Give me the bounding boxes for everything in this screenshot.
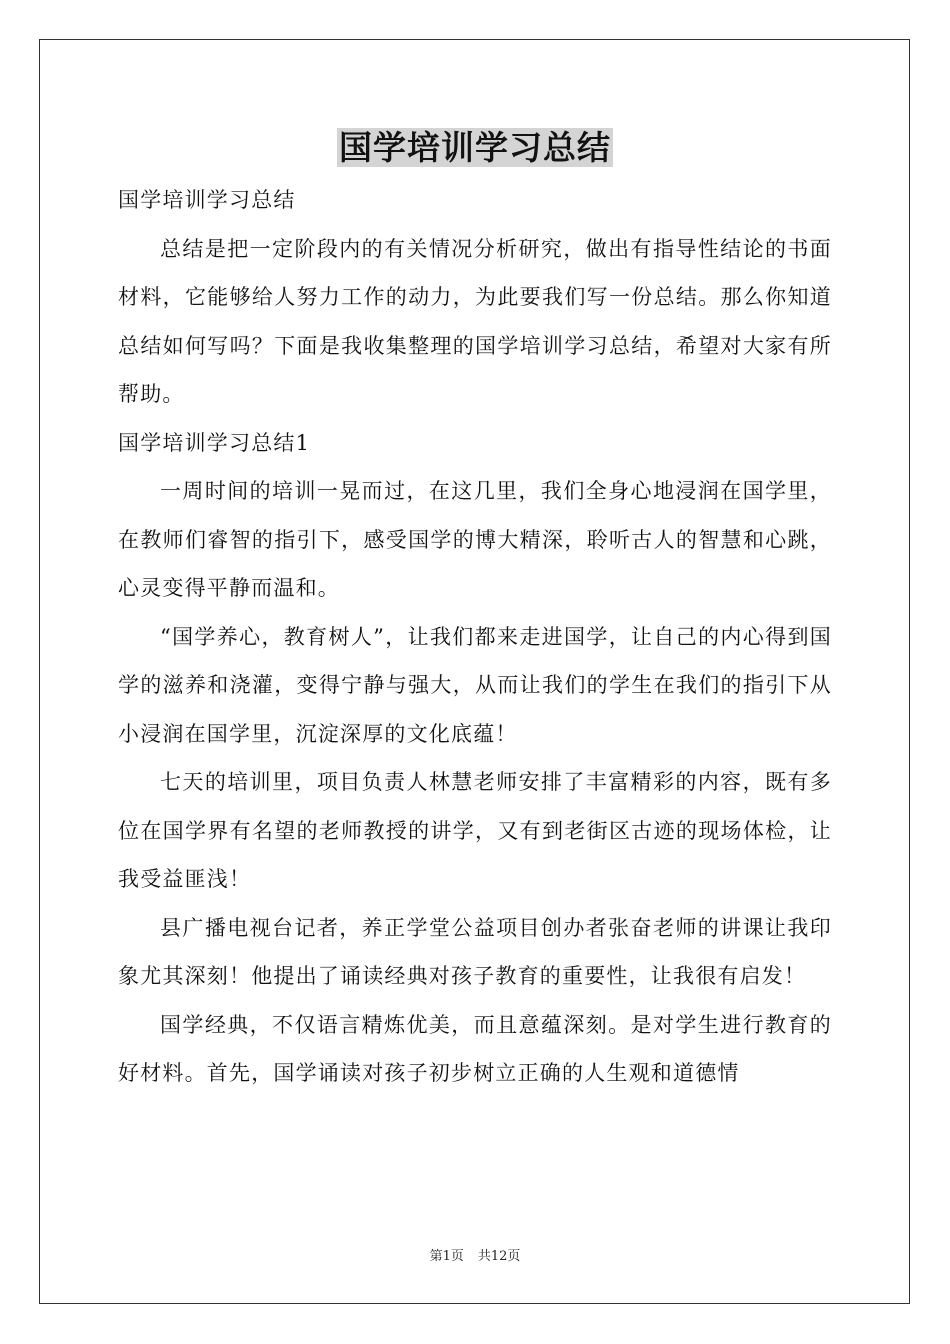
body-paragraph: 七天的培训里，项目负责人林慧老师安排了丰富精彩的内容，既有多位在国学界有名望的老师教授的讲学，又有到老街区古迹的现场体检，让我受益匪浅！: [118, 770, 832, 891]
section-heading: 国学培训学习总结: [118, 188, 296, 212]
document-title: [0, 126, 950, 170]
section-heading: 国学培训学习总结1: [118, 430, 311, 455]
body-paragraph: “国学养心，教育树人”，让我们都来走进国学，让自己的内心得到国学的滋养和浇灌，变得宁静与强大，从而让我们的学生在我们的指引下从小浸润在国学里，沉淀深厚的文化底蕴！: [118, 624, 832, 746]
body-paragraph: 一周时间的培训一晃而过，在这几里，我们全身心地浸润在国学里，在教师们睿智的指引下，感受国学的博大精深，聆听古人的智慧和心跳，心灵变得平静而温和。: [118, 479, 832, 600]
body-paragraph: 县广播电视台记者，养正学堂公益项目创办者张奋老师的讲课让我印象尤其深刻！他提出了诵读经典对孩子教育的重要性，让我很有启发！: [118, 915, 832, 988]
page-footer: [0, 1247, 950, 1267]
document-title-text: 国学培训学习总结: [339, 128, 611, 167]
body-paragraph: 国学经典，不仅语言精炼优美，而且意蕴深刻。是对学生进行教育的好材料。首先，国学诵读对孩子初步树立正确的人生观和道德情: [118, 1012, 832, 1085]
page-total: 共12页: [477, 1249, 521, 1264]
body-paragraph: 总结是把一定阶段内的有关情况分析研究，做出有指导性结论的书面材料，它能够给人努力工作的动力，为此要我们写一份总结。那么你知道总结如何写吗？下面是我收集整理的国学培训学习总结，希望对大家有所帮助。: [118, 236, 832, 406]
document-body: [118, 176, 832, 1098]
page-number: 第1页: [429, 1249, 464, 1264]
